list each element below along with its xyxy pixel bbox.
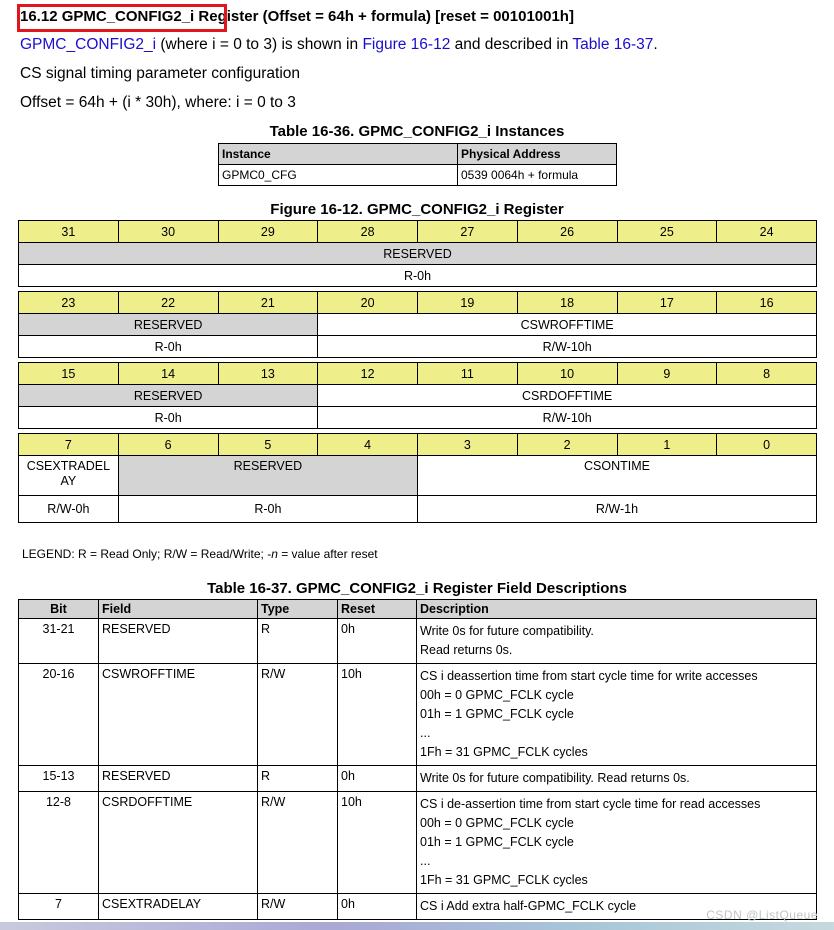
register-figure bbox=[18, 220, 817, 523]
bit-number: 24 bbox=[717, 221, 817, 243]
field-name: RESERVED bbox=[19, 243, 817, 265]
reset-cell: 0h bbox=[338, 766, 417, 792]
bit-number: 15 bbox=[19, 363, 119, 385]
bit-number: 2 bbox=[517, 434, 617, 456]
bit-number: 7 bbox=[19, 434, 119, 456]
figure-caption: Figure 16-12. GPMC_CONFIG2_i Register bbox=[270, 201, 564, 218]
bottom-bar bbox=[0, 922, 834, 930]
description-cell: Write 0s for future compatibility. Read returns 0s. bbox=[417, 619, 817, 664]
column-header: Type bbox=[258, 600, 338, 619]
field-name: CSEXTRADEL AY bbox=[19, 456, 119, 496]
bit-number: 22 bbox=[118, 292, 218, 314]
field-cell: RESERVED bbox=[99, 619, 258, 664]
legend: LEGEND: R = Read Only; R/W = Read/Write; -n = value after reset bbox=[22, 547, 378, 561]
bit-number: 3 bbox=[418, 434, 518, 456]
watermark: CSDN @ListQueue bbox=[706, 908, 818, 922]
bit-cell: 31-21 bbox=[19, 619, 99, 664]
field-cell: CSEXTRADELAY bbox=[99, 894, 258, 920]
column-header: Description bbox=[417, 600, 817, 619]
bit-cell: 20-16 bbox=[19, 664, 99, 766]
description-cell: CS i Add extra half-GPMC_FCLK cycle bbox=[417, 894, 817, 920]
summary-text: CS signal timing parameter configuration bbox=[20, 65, 300, 82]
bit-number: 6 bbox=[118, 434, 218, 456]
bit-number: 10 bbox=[517, 363, 617, 385]
type-cell: R/W bbox=[258, 664, 338, 766]
table-row bbox=[19, 619, 817, 664]
type-cell: R/W bbox=[258, 894, 338, 920]
bit-number: 21 bbox=[218, 292, 318, 314]
field-reset: R-0h bbox=[118, 496, 417, 523]
bit-number: 29 bbox=[218, 221, 318, 243]
bit-number: 9 bbox=[617, 363, 717, 385]
intro-line bbox=[20, 36, 658, 54]
field-reset: R-0h bbox=[19, 265, 817, 287]
address-cell: 0539 0064h + formula bbox=[458, 165, 617, 186]
instances-caption: Table 16-36. GPMC_CONFIG2_i Instances bbox=[269, 123, 565, 140]
reset-cell: 0h bbox=[338, 894, 417, 920]
bit-cell: 15-13 bbox=[19, 766, 99, 792]
type-cell: R bbox=[258, 619, 338, 664]
reset-cell: 10h bbox=[338, 792, 417, 894]
bit-number: 12 bbox=[318, 363, 418, 385]
bit-number: 5 bbox=[218, 434, 318, 456]
table-row bbox=[19, 894, 817, 920]
field-reset: R/W-10h bbox=[318, 407, 817, 429]
bit-number: 30 bbox=[118, 221, 218, 243]
description-cell: CS i de-assertion time from start cycle time for read accesses 00h = 0 GPMC_FCLK cycle 01h = 1 GPMC_FCLK cycle ... 1Fh = 31 GPMC_FCLK cycles bbox=[417, 792, 817, 894]
field-name: RESERVED bbox=[118, 456, 417, 496]
bit-cell: 7 bbox=[19, 894, 99, 920]
field-descriptions-table bbox=[18, 599, 817, 920]
field-reset: R/W-10h bbox=[318, 336, 817, 358]
register-link[interactable]: GPMC_CONFIG2_i bbox=[20, 36, 157, 53]
intro-text-2: and described in bbox=[450, 36, 573, 53]
bit-number: 16 bbox=[717, 292, 817, 314]
bit-number: 0 bbox=[717, 434, 817, 456]
description-cell: Write 0s for future compatibility. Read returns 0s. bbox=[417, 766, 817, 792]
bit-number: 17 bbox=[617, 292, 717, 314]
field-reset: R-0h bbox=[19, 407, 318, 429]
bit-number: 4 bbox=[318, 434, 418, 456]
column-header: Bit bbox=[19, 600, 99, 619]
table-link[interactable]: Table 16-37 bbox=[572, 36, 654, 53]
field-name: RESERVED bbox=[19, 385, 318, 407]
reset-cell: 0h bbox=[338, 619, 417, 664]
field-cell: CSWROFFTIME bbox=[99, 664, 258, 766]
figure-link[interactable]: Figure 16-12 bbox=[362, 36, 451, 53]
bit-number: 14 bbox=[118, 363, 218, 385]
bit-number: 8 bbox=[717, 363, 817, 385]
bit-number: 31 bbox=[19, 221, 119, 243]
bit-number: 23 bbox=[19, 292, 119, 314]
field-reset: R/W-0h bbox=[19, 496, 119, 523]
bit-number: 25 bbox=[617, 221, 717, 243]
field-cell: CSRDOFFTIME bbox=[99, 792, 258, 894]
bit-number: 13 bbox=[218, 363, 318, 385]
table-row bbox=[19, 664, 817, 766]
instances-table bbox=[218, 143, 617, 186]
field-name: CSONTIME bbox=[418, 456, 817, 496]
bit-number: 19 bbox=[418, 292, 518, 314]
instances-header: Instance bbox=[219, 144, 458, 165]
field-name: RESERVED bbox=[19, 314, 318, 336]
type-cell: R bbox=[258, 766, 338, 792]
description-cell: CS i deassertion time from start cycle time for write accesses 00h = 0 GPMC_FCLK cycle 01h = 1 GPMC_FCLK cycle ... 1Fh = 31 GPMC_FCLK cycles bbox=[417, 664, 817, 766]
highlight-annotation bbox=[17, 4, 227, 32]
bit-cell: 12-8 bbox=[19, 792, 99, 894]
bit-number: 27 bbox=[418, 221, 518, 243]
section-heading: 16.12 GPMC_CONFIG2_i Register (Offset = 64h + formula) [reset = 00101001h] bbox=[20, 8, 574, 25]
bit-number: 20 bbox=[318, 292, 418, 314]
instances-header: Physical Address bbox=[458, 144, 617, 165]
bit-number: 1 bbox=[617, 434, 717, 456]
field-name: CSRDOFFTIME bbox=[318, 385, 817, 407]
intro-text-1: (where i = 0 to 3) is shown in bbox=[156, 36, 363, 53]
bit-number: 28 bbox=[318, 221, 418, 243]
column-header: Field bbox=[99, 600, 258, 619]
column-header: Reset bbox=[338, 600, 417, 619]
fields-caption: Table 16-37. GPMC_CONFIG2_i Register Field Descriptions bbox=[207, 580, 627, 597]
reset-cell: 10h bbox=[338, 664, 417, 766]
bit-number: 18 bbox=[517, 292, 617, 314]
bit-number: 26 bbox=[517, 221, 617, 243]
table-row bbox=[19, 766, 817, 792]
instance-cell: GPMC0_CFG bbox=[219, 165, 458, 186]
field-cell: RESERVED bbox=[99, 766, 258, 792]
intro-text-3: . bbox=[653, 36, 658, 53]
table-row bbox=[19, 792, 817, 894]
offset-text: Offset = 64h + (i * 30h), where: i = 0 to 3 bbox=[20, 94, 296, 111]
field-name: CSWROFFTIME bbox=[318, 314, 817, 336]
field-reset: R-0h bbox=[19, 336, 318, 358]
bit-number: 11 bbox=[418, 363, 518, 385]
type-cell: R/W bbox=[258, 792, 338, 894]
field-reset: R/W-1h bbox=[418, 496, 817, 523]
